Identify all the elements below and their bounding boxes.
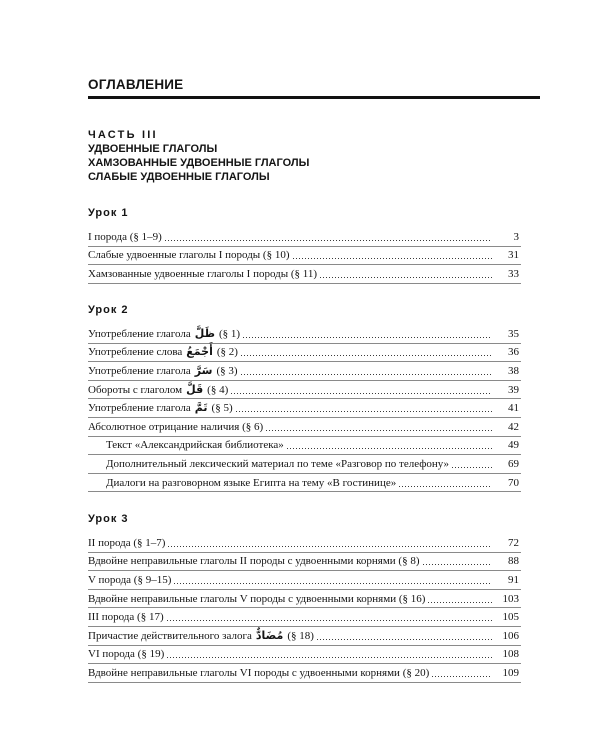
dot-leader	[231, 386, 492, 394]
dot-leader	[423, 557, 493, 565]
arabic-word: تَمَّ	[194, 401, 208, 415]
toc-entry	[88, 627, 521, 646]
lesson-heading: Урок 3	[88, 513, 129, 525]
entry-section-ref: (§ 2)	[216, 346, 238, 359]
dot-leader	[168, 539, 492, 547]
entry-text: Вдвойне неправильные глаголы II породы с удвоенными корнями (§ 8)	[88, 555, 420, 568]
part-label: ЧАСТЬ III	[88, 129, 158, 141]
page-number: 42	[508, 420, 519, 433]
part-header	[88, 128, 309, 184]
arabic-word: مُضَادٌّ	[255, 628, 284, 642]
entry-title	[88, 573, 171, 587]
toc-entry	[88, 399, 521, 418]
dot-leader	[167, 650, 492, 658]
toc-entry	[88, 228, 521, 247]
entry-text: Текст «Александрийская библиотека»	[106, 439, 284, 452]
arabic-word: سَرَّ	[194, 363, 213, 377]
entry-title	[88, 592, 425, 606]
dot-leader	[293, 251, 492, 259]
page-number: 36	[508, 346, 519, 359]
entry-section-ref: (§ 1)	[218, 327, 241, 340]
entry-text: I порода (§ 1–9)	[88, 230, 162, 243]
page-number: 49	[508, 439, 519, 452]
dot-leader	[399, 479, 492, 487]
page-number: 35	[508, 327, 519, 340]
entry-text: VI порода (§ 19)	[88, 648, 165, 661]
toc-entry	[88, 418, 521, 437]
toc-entry	[88, 664, 521, 683]
page-number: 41	[508, 402, 519, 415]
toc-entry	[88, 247, 521, 266]
arabic-word: أَجْمَعُ	[186, 345, 213, 359]
toc-entry	[88, 265, 521, 284]
dot-leader	[165, 233, 492, 241]
dot-leader	[317, 632, 492, 640]
dot-leader	[167, 613, 492, 621]
page-number: 39	[508, 383, 519, 396]
entry-title	[88, 666, 429, 680]
toc-entry	[88, 362, 521, 381]
toc-entry	[88, 534, 521, 553]
entry-title	[88, 383, 228, 397]
entry-text: Слабые удвоенные глаголы I породы (§ 10)	[88, 249, 290, 262]
toc-subentry	[88, 437, 521, 456]
dot-leader	[452, 460, 492, 468]
lesson-section-3	[88, 512, 521, 683]
entry-title	[88, 327, 240, 341]
toc-entry	[88, 646, 521, 665]
page-number: 3	[513, 230, 519, 243]
lesson-heading: Урок 1	[88, 207, 129, 219]
toc-subentry	[88, 474, 521, 493]
entry-title	[88, 230, 162, 244]
entry-title	[88, 647, 164, 661]
entry-title	[88, 536, 165, 550]
dot-leader	[432, 669, 492, 677]
toc-entry	[88, 325, 521, 344]
dot-leader	[243, 330, 492, 338]
toc-entry	[88, 571, 521, 590]
entry-title	[88, 267, 317, 281]
dot-leader	[236, 404, 492, 412]
entry-title	[88, 438, 284, 452]
entry-section-ref: (§ 5)	[211, 402, 233, 415]
arabic-word: ظَلَّ	[194, 326, 215, 340]
page-number: 72	[508, 536, 519, 549]
dot-leader	[241, 367, 492, 375]
entry-title	[88, 345, 238, 359]
page-number: 33	[508, 267, 519, 280]
entry-text: V порода (§ 9–15)	[88, 573, 172, 586]
page-number: 70	[508, 476, 519, 489]
page-number: 88	[508, 555, 519, 568]
title-rule	[88, 96, 540, 99]
entry-section-ref: (§ 4)	[207, 383, 229, 396]
toc-entry	[88, 590, 521, 609]
entry-title	[88, 476, 396, 490]
entry-text: Хамзованные удвоенные глаголы I породы (§ 11)	[88, 267, 318, 280]
toc-subentry	[88, 455, 521, 474]
toc-entry	[88, 608, 521, 627]
entry-text: II порода (§ 1–7)	[88, 536, 166, 549]
entry-text: III порода (§ 17)	[88, 611, 164, 624]
part-subtitle: ХАМЗОВАННЫЕ УДВОЕННЫЕ ГЛАГОЛЫ	[88, 157, 310, 169]
entry-text: Употребление слова	[88, 346, 183, 359]
dot-leader	[241, 348, 492, 356]
entry-title	[88, 420, 263, 434]
arabic-word: قَلَّ	[186, 382, 204, 396]
dot-leader	[287, 441, 492, 449]
dot-leader	[174, 576, 492, 584]
dot-leader	[320, 270, 492, 278]
entry-title	[88, 401, 233, 415]
entry-text: Обороты с глаголом	[88, 383, 183, 396]
entry-title	[88, 364, 238, 378]
page-number: 38	[508, 364, 519, 377]
dot-leader	[428, 595, 492, 603]
part-subtitle: СЛАБЫЕ УДВОЕННЫЕ ГЛАГОЛЫ	[88, 171, 270, 183]
entry-title	[88, 629, 314, 643]
toc-entry	[88, 553, 521, 572]
page-number: 106	[502, 629, 519, 642]
toc-entry	[88, 381, 521, 400]
lesson-section-2	[88, 303, 521, 492]
entry-section-ref: (§ 3)	[216, 364, 238, 377]
page-number: 105	[502, 611, 519, 624]
entry-title	[88, 610, 164, 624]
page-number: 109	[502, 666, 519, 679]
entry-title	[88, 248, 290, 262]
page-number: 108	[502, 648, 519, 661]
entry-text: Диалоги на разговорном языке Египта на тему «В гостинице»	[106, 476, 397, 489]
page-number: 69	[508, 457, 519, 470]
entry-text: Употребление глагола	[88, 402, 191, 415]
part-subtitle: УДВОЕННЫЕ ГЛАГОЛЫ	[88, 143, 218, 155]
entry-text: Вдвойне неправильные глаголы V породы с удвоенными корнями (§ 16)	[88, 592, 426, 605]
entry-text: Дополнительный лексический материал по теме «Разговор по телефону»	[106, 457, 450, 470]
entry-title	[88, 457, 449, 471]
entry-text: Вдвойне неправильные глаголы VI породы с удвоенными корнями (§ 20)	[88, 666, 430, 679]
entry-text: Причастие действительного залога	[88, 629, 252, 642]
page-title: ОГЛАВЛЕНИЕ	[88, 77, 184, 92]
page-number: 31	[508, 249, 519, 262]
dot-leader	[266, 423, 492, 431]
entry-text: Абсолютное отрицание наличия (§ 6)	[88, 420, 264, 433]
entry-text: Употребление глагола	[88, 327, 191, 340]
page-number: 91	[508, 573, 519, 586]
toc-entry	[88, 344, 521, 363]
entry-title	[88, 554, 420, 568]
entry-text: Употребление глагола	[88, 364, 191, 377]
page-number: 103	[502, 592, 519, 605]
lesson-heading: Урок 2	[88, 304, 129, 316]
entry-section-ref: (§ 18)	[287, 629, 314, 642]
lesson-section-1	[88, 206, 521, 284]
